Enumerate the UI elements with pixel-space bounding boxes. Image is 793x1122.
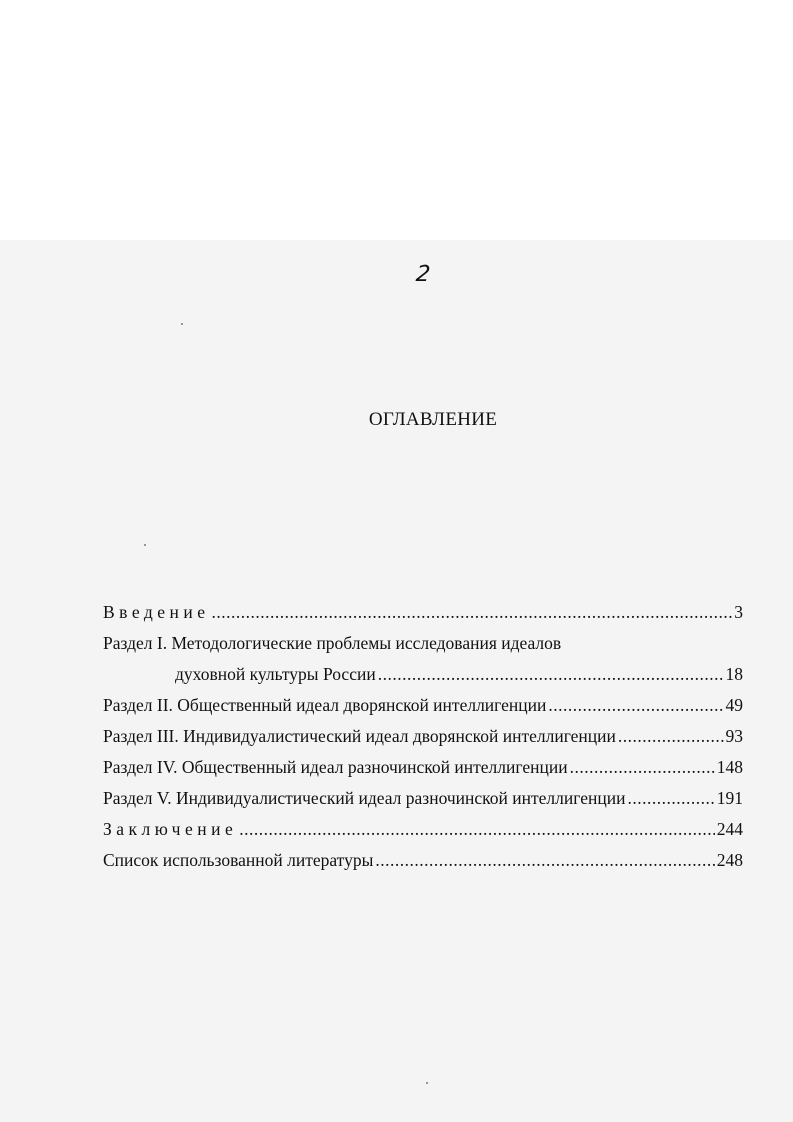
- dot-leader: [618, 724, 724, 748]
- toc-entry-section-1-line-1[interactable]: [103, 631, 743, 662]
- toc-entry-page: 244: [716, 819, 743, 839]
- toc-entry-section-4[interactable]: [103, 755, 743, 786]
- toc-entry-conclusion[interactable]: [103, 817, 743, 848]
- toc-entry-label: Список использованной литературы: [103, 850, 374, 870]
- dot-leader: [239, 817, 715, 841]
- dot-leader: [627, 786, 714, 810]
- toc-entry-label: Раздел V. Индивидуалистический идеал разночинской интеллигенции: [103, 788, 626, 808]
- dot-leader: [570, 755, 715, 779]
- toc-entry-page: 3: [734, 602, 743, 622]
- toc-entry-page: 18: [725, 664, 743, 684]
- toc-entry-section-3[interactable]: [103, 724, 743, 755]
- toc-entry-label: Раздел II. Общественный идеал дворянской интеллигенции: [103, 695, 547, 715]
- toc-entry-page: 148: [716, 757, 743, 777]
- toc-entry-section-1-line-2[interactable]: [103, 662, 743, 693]
- toc-entry-bibliography[interactable]: [103, 848, 743, 879]
- toc-entry-section-2[interactable]: [103, 693, 743, 724]
- page-title: ОГЛАВЛЕНИЕ: [368, 409, 498, 430]
- toc-entry-label: Раздел I. Методологические проблемы исследования идеалов: [103, 633, 562, 653]
- scan-speck: [181, 323, 183, 325]
- toc-entry-label: духовной культуры России: [175, 664, 376, 684]
- toc-entry-label: Заключение: [103, 819, 238, 839]
- dot-leader: [378, 662, 724, 686]
- scan-speck: [144, 544, 146, 546]
- toc-entry-label: Раздел IV. Общественный идеал разночинской интеллигенции: [103, 757, 568, 777]
- toc-entry-page: 49: [725, 695, 743, 715]
- toc-entry-section-5[interactable]: [103, 786, 743, 817]
- table-of-contents: [103, 600, 743, 879]
- dot-leader: [375, 848, 714, 872]
- toc-entry-label: Раздел III. Индивидуалистический идеал дворянской интеллигенции: [103, 726, 616, 746]
- toc-entry-page: 93: [725, 726, 743, 746]
- scan-speck: [426, 1082, 428, 1084]
- dot-leader: [212, 600, 733, 624]
- toc-entry-page: 191: [716, 788, 743, 808]
- page-number: 2: [414, 262, 432, 287]
- dot-leader: [548, 693, 723, 717]
- toc-entry-label: Введение: [103, 602, 210, 622]
- toc-entry-page: 248: [716, 850, 743, 870]
- toc-entry-intro[interactable]: [103, 600, 743, 631]
